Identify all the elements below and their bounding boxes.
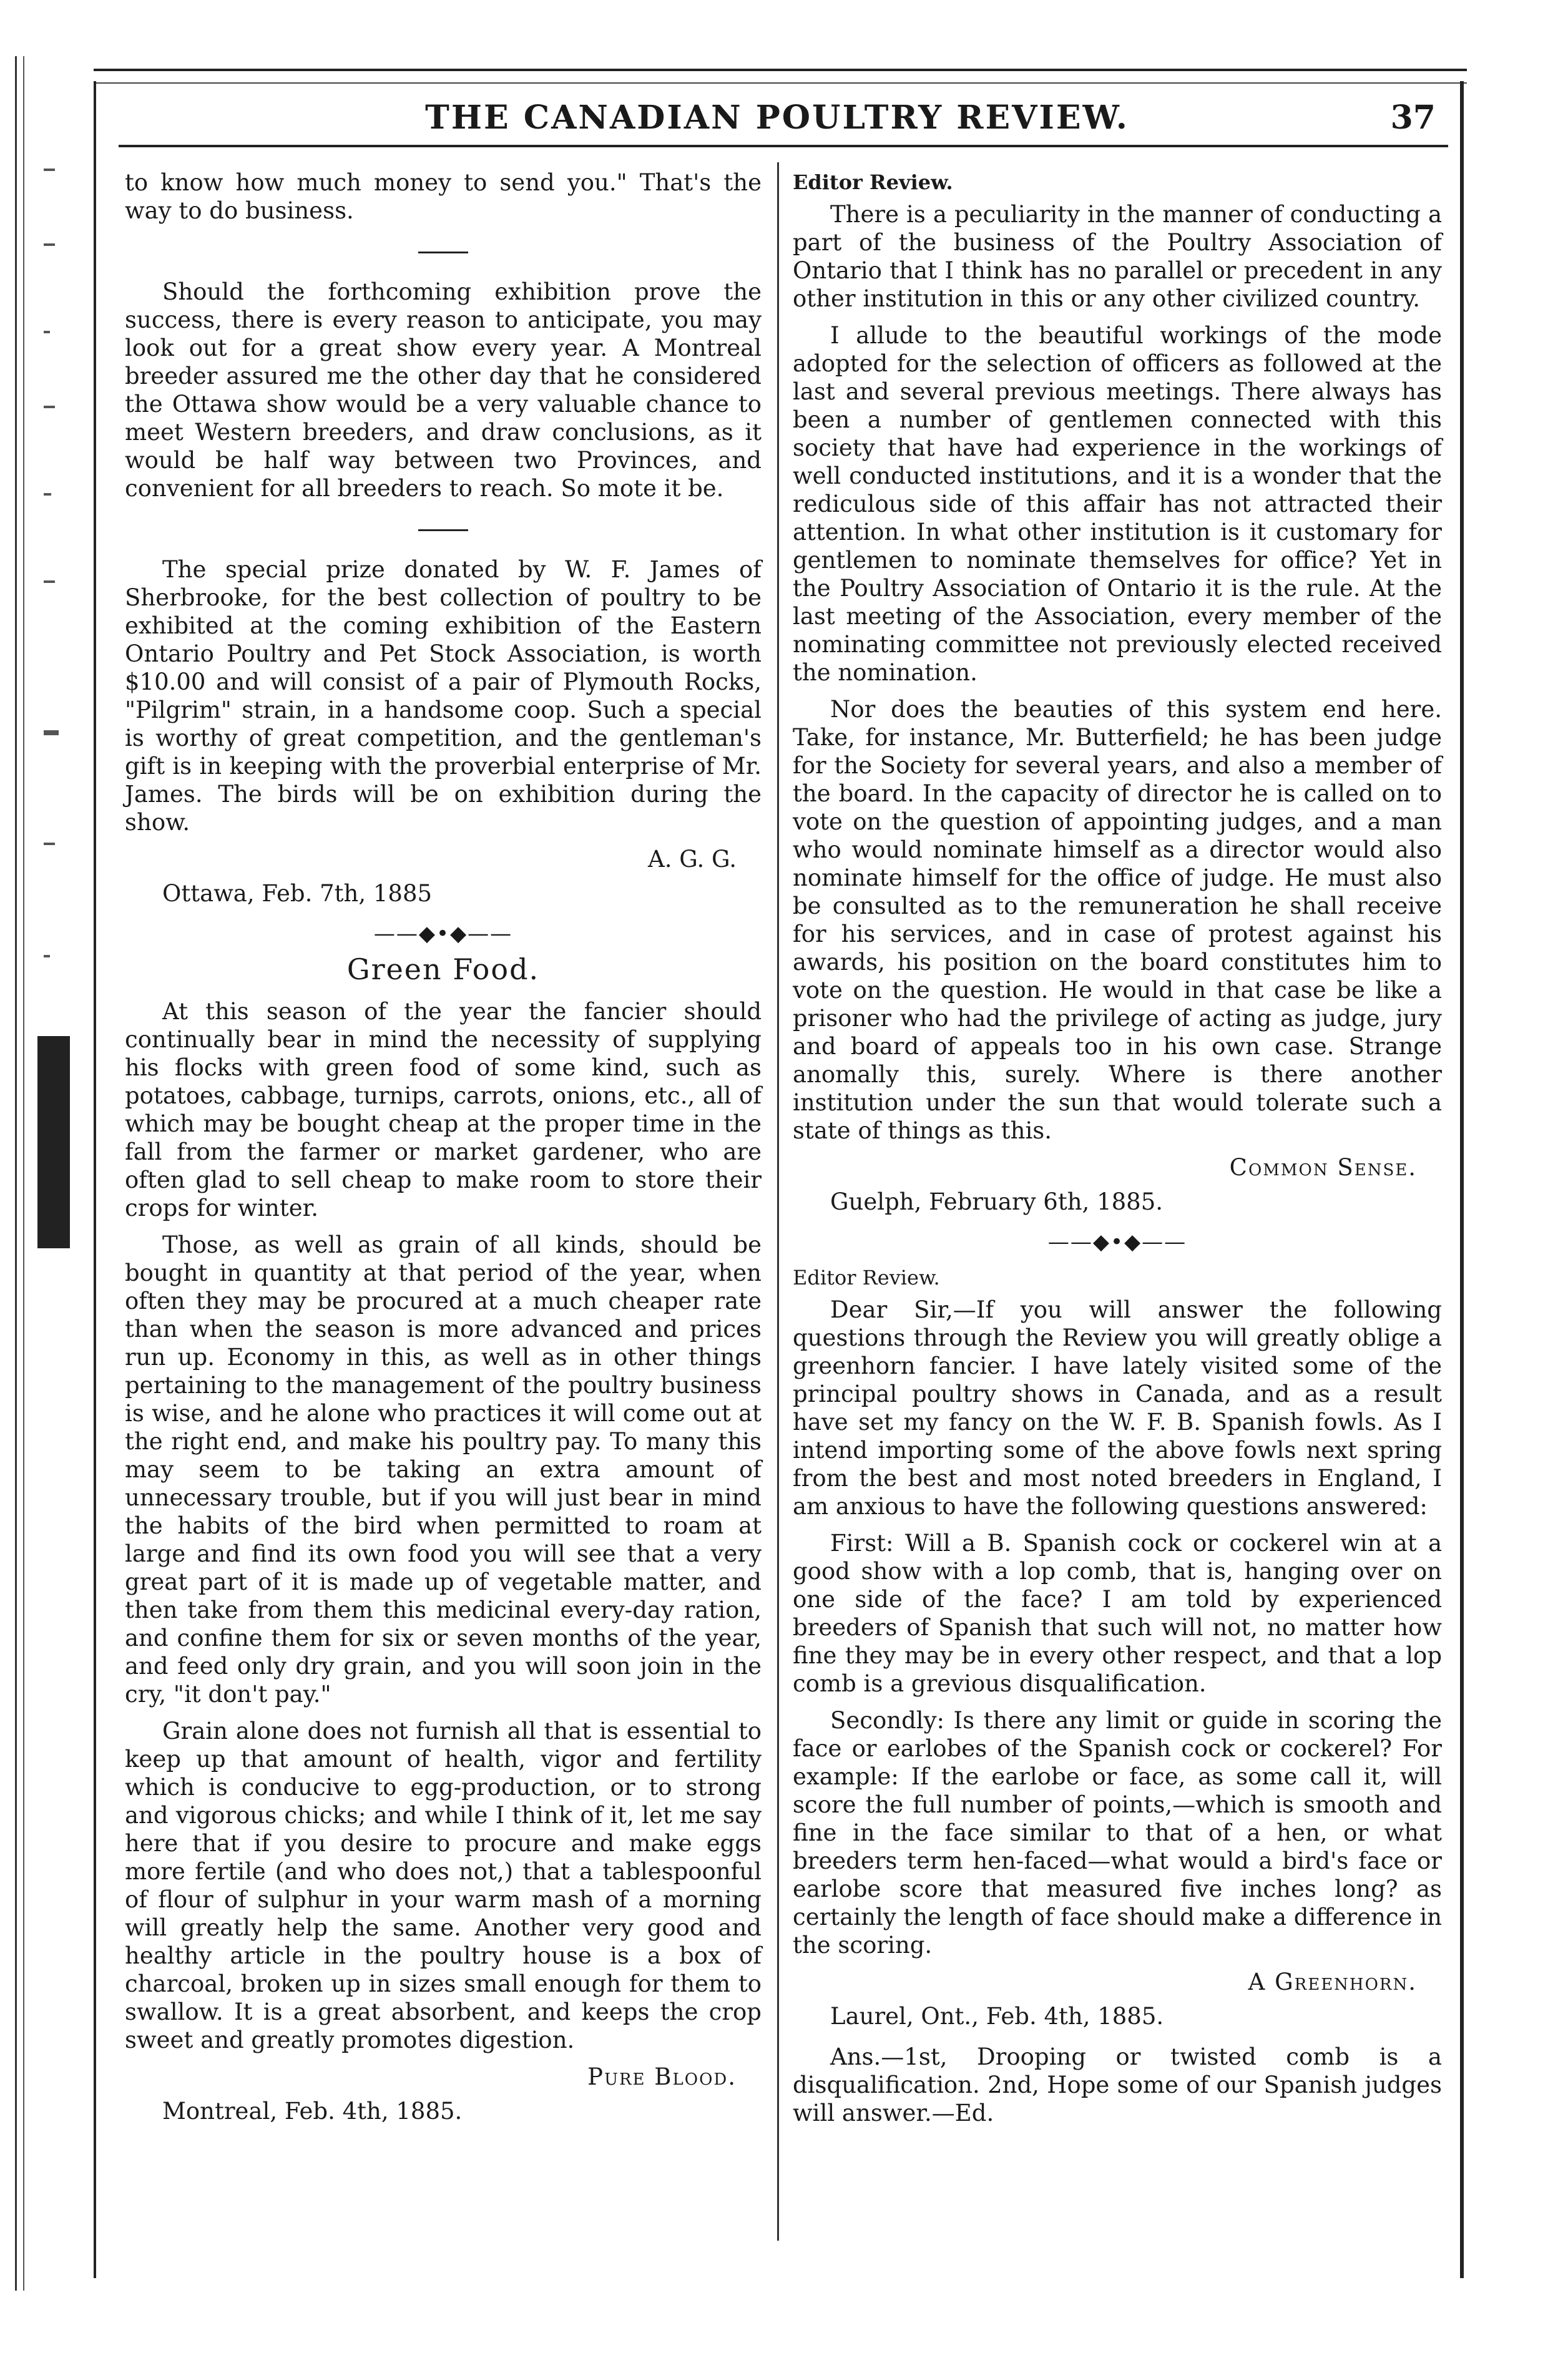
paragraph: Nor does the beauties of this system end here. Take, for instance, Mr. Butterfield; he has been judge for the Society for several years, and also a member of the board. In the capacity of director he is called on to vote on the question of appointing judges, and a man who would nominate himself as a director would also nominate himself for the office of judge. He must also be consulted as to the remuneration he shall receive for his services, and in case of protest against his awards, his position on the board constitutes him to vote on the question. He would in that case be like a prisoner who had the privilege of acting as judge, jury and board of appeals too in his own case. Strange anomally this, surely. Where is there another institution under the sun that would tolerate such a state of things as this. — [793, 696, 1442, 1144]
paragraph: Secondly: Is there any limit or guide in scoring the face or earlobes of the Spanish cock or cockerel? For example: If the earlobe or face, as some call it, will score the full number of points,—which is smooth and fine in the face similar to that of a hen, or what breeders term hen-faced—what would a bird's face or earlobe score that measured five inches long? as certainly the length of face should make a difference in the scoring. — [793, 1707, 1442, 1959]
dateline: Laurel, Ont., Feb. 4th, 1885. — [830, 2003, 1164, 2030]
dateline: Guelph, February 6th, 1885. — [830, 1188, 1163, 1215]
margin-marks — [44, 169, 69, 1042]
signature: Common Sense. — [1229, 1154, 1417, 1181]
ink-blot — [37, 1036, 70, 1248]
paragraph: Grain alone does not furnish all that is essential to keep up that amount of health, vigor and fertility which is conducive to egg-production, or to strong and vigorous chicks; and while I think of it, let me say here that if you desire to procure and make eggs more fertile (and who does not,) that a tablespoonful of flour of sulphur in your warm mash of a morning will greatly help the same. Another very good and healthy article in the poultry house is a box of charcoal, broken up in sizes small enough for them to swallow. It is a great absorbent, and keeps the crop sweet and greatly promotes digestion. — [125, 1718, 762, 2053]
signature: A Greenhorn. — [1248, 1969, 1417, 1995]
paragraph: First: Will a B. Spanish cock or cockerel win at a good show with a lop comb, that is, hanging over on one side of the face? I am told by experienced breeders of Spanish that such will not, no matter how fine they may be in every other respect, and that a lop comb is a grevious disqualification. — [793, 1530, 1442, 1697]
paragraph: Ans.—1st, Drooping or twisted comb is a disqualification. 2nd, Hope some of our Spanish judges will answer.—Ed. — [793, 2043, 1442, 2126]
header-rule — [119, 145, 1448, 147]
right-column — [793, 169, 1442, 2136]
salutation: Editor Review. — [793, 170, 953, 194]
salutation: Editor Review. — [793, 1266, 940, 1289]
paragraph: Dear Sir,—If you will answer the following questions through the Review you will greatly oblige a greenhorn fancier. I have lately visited some of the principal poultry shows in Canada, and as a result have set my fancy on the W. F. B. Spanish fowls. As I intend importing some of the above fowls next spring from the best and most noted breeders in England, I am anxious to have the following questions answered: — [793, 1296, 1442, 1520]
signature: Pure Blood. — [587, 2063, 737, 2090]
dateline: Ottawa, Feb. 7th, 1885 — [162, 880, 433, 907]
separator-rule — [125, 233, 762, 262]
page-number: 37 — [1390, 99, 1436, 137]
paragraph: There is a peculiarity in the manner of conducting a part of the business of the Poultry Association of Ontario that I think has no parallel or precedent in any other institution in this or any other civilized country. — [793, 201, 1442, 312]
separator-rule — [125, 511, 762, 539]
ornament-divider: ——◆•◆—— — [373, 921, 513, 946]
paragraph: Should the forthcoming exhibition prove the success, there is every reason to anticipate, you may look out for a great show every year. A Montreal breeder assured me the other day that he considered the Ottawa show would be a very valuable chance to meet Western breeders, and draw conclusions, as it would be half way between two Provinces, and convenient for all breeders to reach. So mote it be. — [125, 278, 762, 502]
running-header — [100, 94, 1454, 150]
binding-edge — [15, 56, 24, 2291]
signature: A. G. G. — [647, 846, 737, 873]
ornament-divider: ——◆•◆—— — [1047, 1230, 1187, 1255]
dateline: Montreal, Feb. 4th, 1885. — [162, 2098, 463, 2125]
left-column — [125, 169, 762, 2138]
paragraph: I allude to the beautiful workings of the mode adopted for the selection of officers as followed at the last and several previous meetings. There always has been a number of gentlemen connected with this society that have had experience in the workings of well conducted institutions, and it is a wonder that the rediculous side of this affair has not attracted their attention. In what other institution is it customary for gentlemen to nominate themselves for office? Yet in the Poultry Association of Ontario it is the rule. At the last meeting of the Association, every member of the nominating committee not previously elected received the nomination. — [793, 322, 1442, 686]
paragraph: At this season of the year the fancier should continually bear in mind the necessity of supplying his flocks with green food of some kind, such as potatoes, cabbage, turnips, carrots, onions, etc., all of which may be bought cheap at the proper time in the fall from the farmer or market gardener, who are often glad to sell cheap to make room to store their crops for winter. — [125, 998, 762, 1221]
column-divider — [777, 162, 779, 2241]
section-title: Green Food. — [346, 952, 540, 986]
paragraph: The special prize donated by W. F. James of Sherbrooke, for the best collection of poultry to be exhibited at the coming exhibition of the Eastern Ontario Poultry and Pet Stock Association, is worth $10.00 and will consist of a pair of Plymouth Rocks, "Pilgrim" strain, in a handsome coop. Such a special is worthy of great competition, and the gentleman's gift is in keeping with the proverbial enterprise of Mr. James. The birds will be on exhibition during the show. — [125, 556, 762, 836]
journal-title: THE CANADIAN POULTRY REVIEW. — [425, 99, 1129, 137]
paragraph: to know how much money to send you." That's the way to do business. — [125, 169, 762, 224]
paragraph: Those, as well as grain of all kinds, should be bought in quantity at that period of the year, when often they may be procured at a much cheaper rate than when the season is more advanced and prices run up. Economy in this, as well as in other things pertaining to the management of the poultry business is wise, and he alone who practices it will come out at the right end, and make his poultry pay. To many this may seem to be taking an extra amount of unnecessary trouble, but if you will just bear in mind the habits of the bird when permitted to roam at large and find its own food you will see that a very great part of it is made up of vegetable matter, and then take from them this medicinal every-day ration, and confine them for six or seven months of the year, and feed only dry grain, and you will soon join in the cry, "it don't pay." — [125, 1231, 762, 1708]
